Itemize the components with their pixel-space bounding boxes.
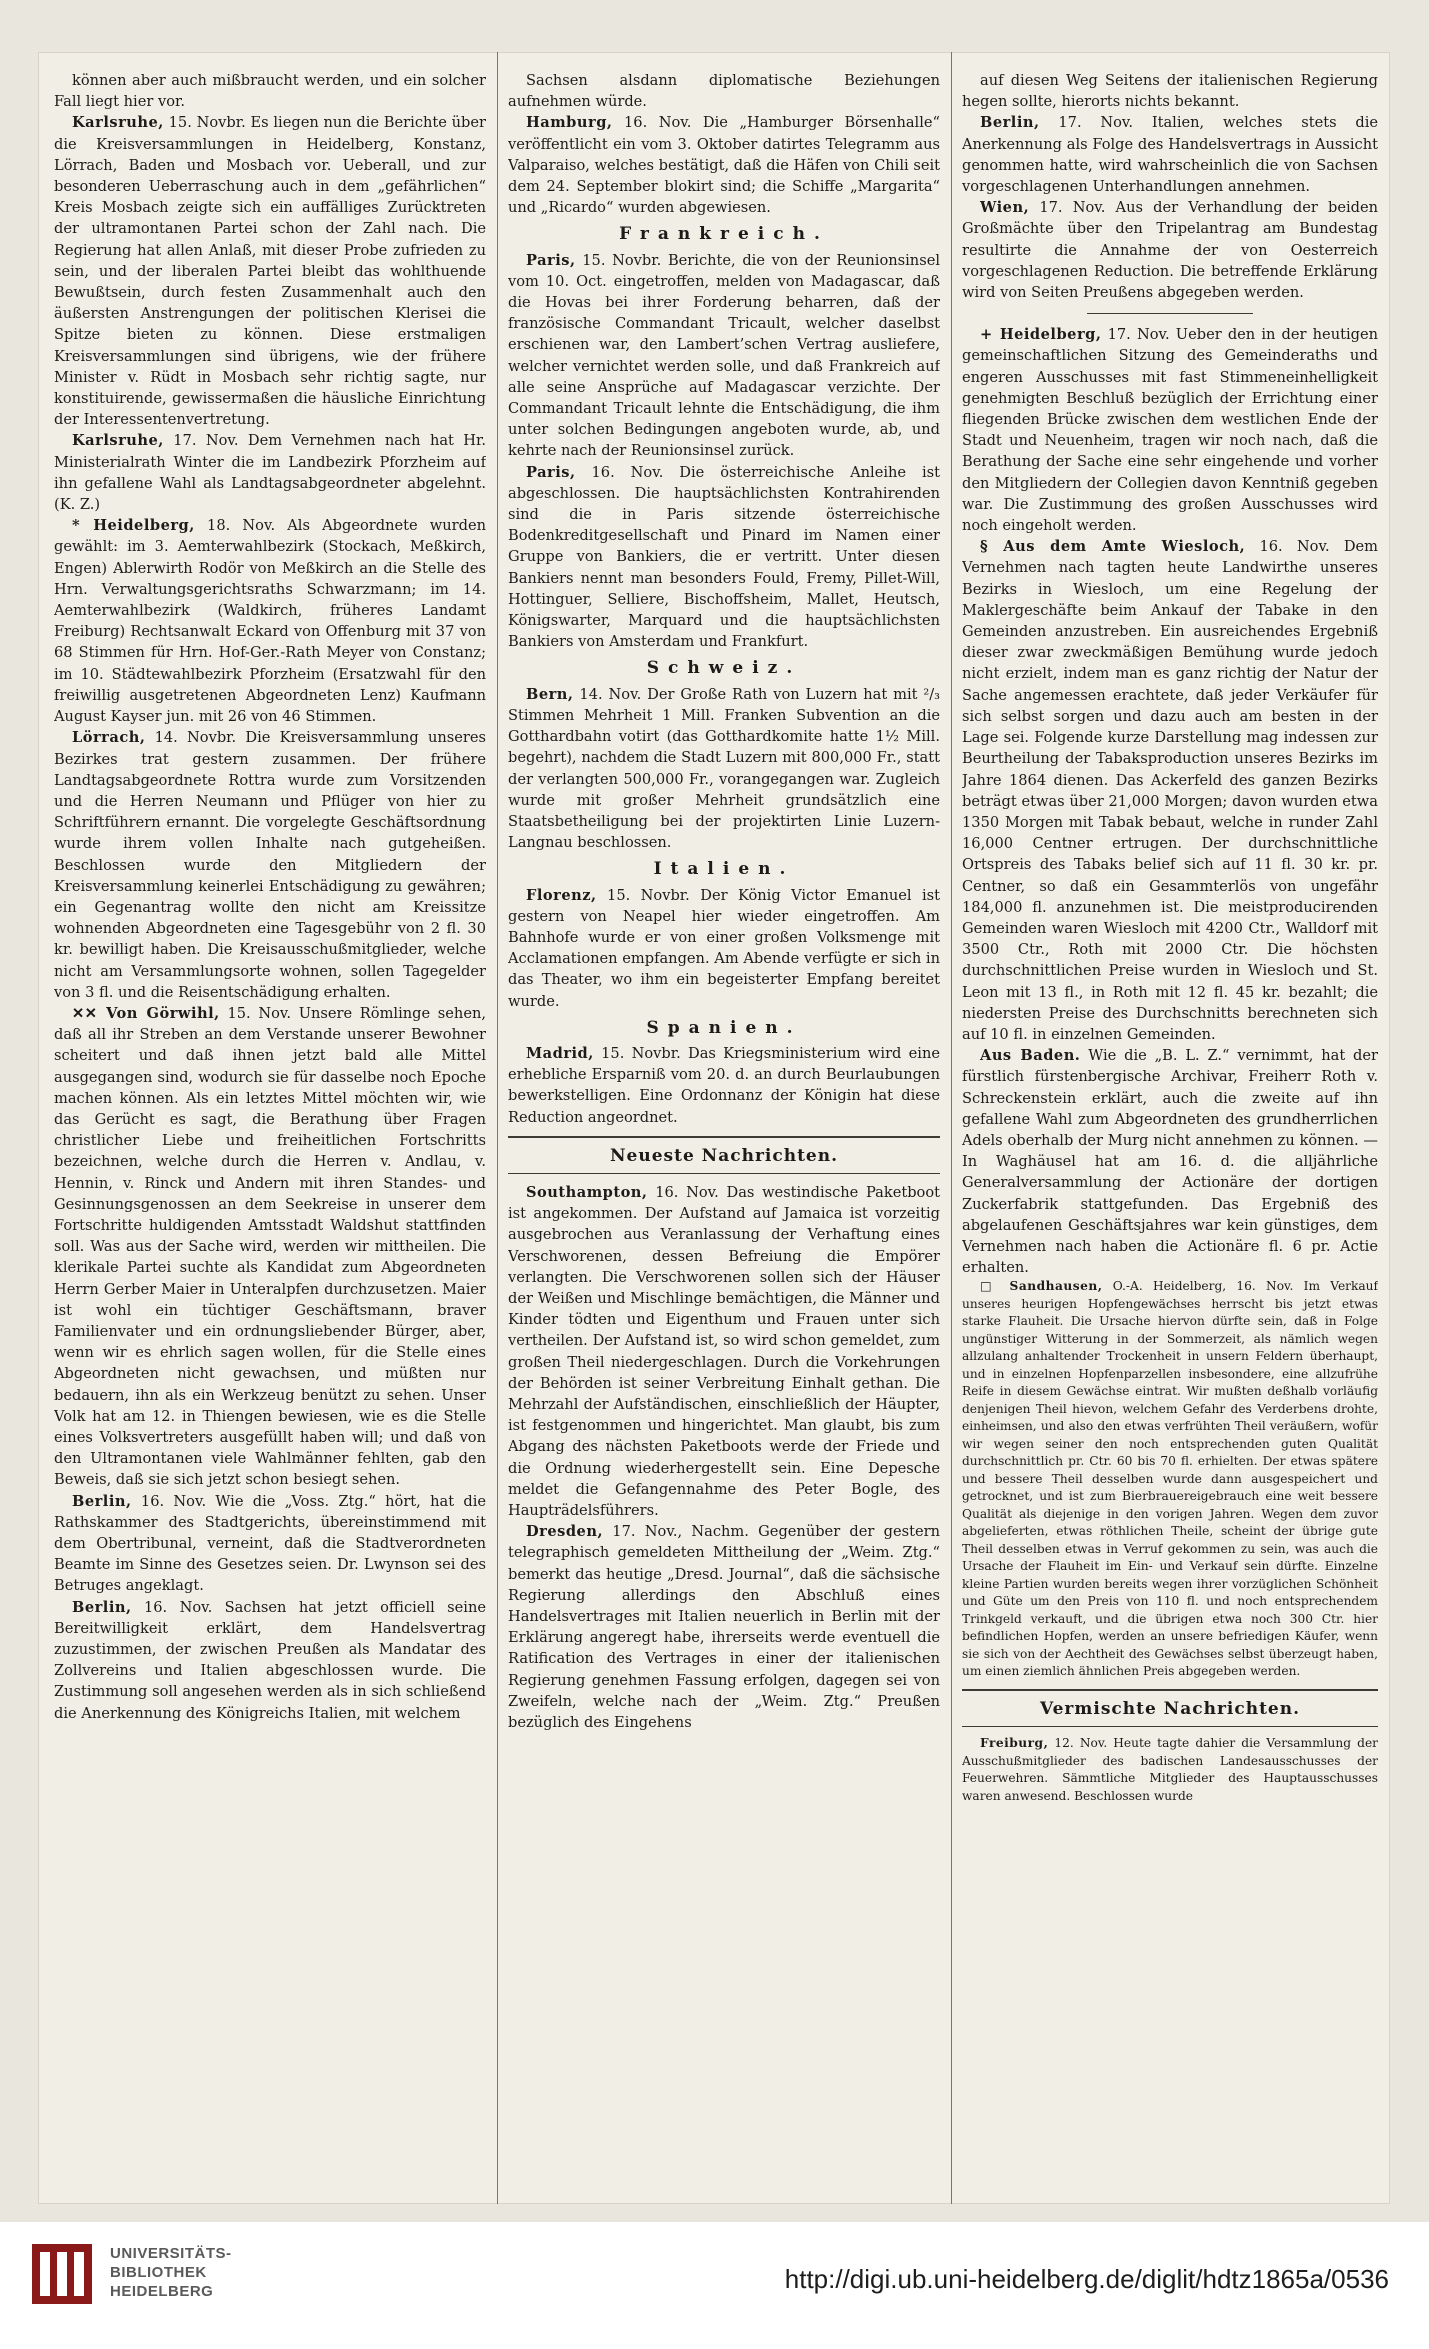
article-text: 17. Nov., Nachm. Gegenüber der gestern telegraphisch gemeldeten Mittheilung der „Weim. Ztg.“ bemerkt das heutige „Dresd. Journal“, daß die sächsische Regierung allerdings den Abschluß eines Handelsvertrages mit Italien neuerlich in Berlin mit der Erklärung angeregt habe, ihrerseits werde eventuell die Ratification des Vertrages in einer der italienischen Regierung genehmen Fassung erfolgen, dagegen sei von Zweifeln, welche nach der „Weim. Ztg.“ Preußen bezüglich des Eingehens: [508, 1523, 940, 1732]
logo-line: BIBLIOTHEK: [110, 2264, 207, 2281]
column-3: [962, 70, 1378, 2186]
footer-bar: [0, 2222, 1429, 2349]
article-text: Wie die „B. L. Z.“ vernimmt, hat der fürstlich fürstenbergische Archivar, Freiherr Roth v. Schreckenstein erklärt, auch die zweite auf ihn gefallene Wahl zum Abgeordneten des grundherrlichen Adels oberhalb der Murg nicht annehmen zu können. — In Waghäusel hat am 16. d. die alljährliche Generalversammlung der Actionäre der dortigen Zuckerfabrik stattgefunden. Das Ergebniß des abgelaufenen Geschäftsjahres war kein günstiges, dem Vernehmen nach haben die Actionäre fl. 6 pr. Actie erhalten.: [962, 1047, 1378, 1277]
article-text: auf diesen Weg Seitens der italienischen Regierung hegen sollte, hierorts nichts bekannt.: [962, 72, 1378, 111]
dateline-place: Berlin,: [72, 1492, 132, 1510]
article-paragraph: [54, 430, 486, 515]
dateline-place: Lörrach,: [72, 729, 146, 747]
article-paragraph: [54, 1491, 486, 1597]
article-paragraph: [508, 1521, 940, 1733]
article-paragraph: [508, 684, 940, 854]
article-text: 15. Nov. Unsere Römlinge sehen, daß all ihr Streben an dem Verstande unserer Bewohner scheitert und daß ihnen jetzt bald alle Mittel ausgegangen sind, wodurch sie für dasselbe noch Epoche machen können. Als ein letztes Mittel möchten wir, wie das Gerücht es sagt, die Berathung über Fragen christlicher Liebe und freiheitlichen Fortschritts bezeichnen, welche durch die Herren v. Andlau, v. Hennin, v. Rinck und Andern mit ihren Standes- und Gesinnungsgenossen an dem Seekreise in unserer dem Fortschritte huldigenden Amtsstadt Waldshut stattfinden soll. Was aus der Sache wird, werden wir mittheilen. Die klerikale Partei suchte als Kandidat zum Abgeordneten Herrn Gerber Maier in Unteralpfen durchzusetzen. Maier ist wohl ein tüchtiger Geschäftsmann, braver Familienvater und ein ordnungsliebender Bürger, aber, wenn wir es ehrlich sagen wollen, für die Stelle eines Abgeordneten nicht gewachsen, und müßten nur bedauern, ihn als ein Werkzeug benützt zu sehen. Unser Volk hat am 12. in Thiengen bewiesen, wie es die Stelle eines Volksvertreters ausgefüllt haben will; und daß von den Ultramontanen viele Wahlmänner fehlten, gab den Beweis, daß sie sich jetzt schon besiegt sehen.: [54, 1004, 486, 1489]
logo-line: UNIVERSITÄTS-: [110, 2245, 232, 2262]
dateline-place: Freiburg,: [980, 1736, 1049, 1751]
dateline-place: Karlsruhe,: [72, 114, 164, 132]
boxed-heading: [508, 1136, 940, 1174]
dateline-place: * Heidelberg,: [72, 517, 195, 535]
article-paragraph: [54, 515, 486, 727]
article-text: 16. Nov. Wie die „Voss. Ztg.“ hört, hat die Rathskammer des Stadtgerichts, übereinstimmend mit dem Obertribunal, verneint, daß die Stadtverordneten Beamte im Sinne des Gesetzes seien. Dr. Lwynson sei des Betruges angeklagt.: [54, 1492, 486, 1595]
dateline-place: Aus Baden.: [980, 1047, 1081, 1065]
article-paragraph: [54, 1597, 486, 1724]
dateline-place: Wien,: [980, 199, 1030, 217]
article-paragraph: [54, 727, 486, 1003]
dateline-place: Dresden,: [526, 1523, 604, 1541]
section-heading: Italien.: [653, 859, 795, 880]
article-paragraph: [54, 70, 486, 112]
column-rule: [951, 52, 952, 2204]
article-text: 15. Novbr. Berichte, die von der Reunionsinsel vom 10. Oct. eingetroffen, melden von Madagascar, daß die Hovas bei ihrer Forderung beharren, daß der französische Commandant Tricault, welcher daselbst erschienen war, den Lambert’schen Vertrag ausliefere, welcher vernichtet werden solle, und daß Frankreich auf alle seine Ansprüche auf Madagascar verzichte. Der Commandant Tricault lehnte die Entschädigung, die ihm unter solchen Bedingungen angeboten wurde, ab, und kehrte nach der Reunionsinsel zurück.: [508, 251, 940, 460]
library-name: [110, 2244, 232, 2301]
article-text: 15. Novbr. Es liegen nun die Berichte über die Kreisversammlungen in Heidelberg, Konstanz, Lörrach, Baden und Mosbach vor. Ueberall, und zur besonderen Ueberraschung auch in dem „gefährlichen“ Kreis Mosbach zeigte sich ein auffälliges Zurücktreten der ultramontanen Partei schon der Zahl nach. Die Regierung hat allen Anlaß, mit dieser Probe zufrieden zu sein, und der liberalen Partei bleibt das wohlthuende Bewußtsein, durch festen Zusammenhalt auch den äußersten Anstrengungen der politischen Klerisei die Spitze bieten zu können. Diese erstmaligen Kreisversammlungen sind übrigens, wie der frühere Minister v. Rüdt in Mosbach sehr richtig sagte, nur konstituirende, gewissermaßen die häusliche Einrichtung der Interessentenvertretung.: [54, 114, 486, 429]
article-text: 17. Nov. Aus der Verhandlung der beiden Großmächte über den Tripelantrag am Bundestag resultirte die Annahme der von Oesterreich vorgeschlagenen Reduction. Die betreffende Erklärung wird von Seiten Preußens abgegeben werden.: [962, 199, 1378, 302]
article-paragraph: [962, 536, 1378, 1045]
dateline-place: Madrid,: [526, 1044, 594, 1062]
column-1: [54, 70, 486, 2186]
dateline-place: Florenz,: [526, 886, 597, 904]
article-paragraph: [508, 462, 940, 653]
article-paragraph: [962, 1045, 1378, 1278]
separator-rule: [1087, 313, 1253, 314]
column-2: [508, 70, 940, 2186]
dateline-place: Karlsruhe,: [72, 432, 164, 450]
article-paragraph: [962, 1735, 1378, 1805]
dateline-place: Hamburg,: [526, 114, 613, 132]
article-paragraph: [508, 70, 940, 112]
article-text: 17. Nov. Dem Vernehmen nach hat Hr. Ministerialrath Winter die im Landbezirk Pforzheim auf ihn gefallene Wahl als Landtagsabgeordneter abgelehnt. (K. Z.): [54, 432, 486, 514]
article-paragraph: [962, 324, 1378, 536]
article-paragraph: [54, 112, 486, 430]
article-text: 16. Nov. Sachsen hat jetzt officiell seine Bereitwilligkeit erklärt, dem Handelsvertrag zuzustimmen, der zwischen Preußen als Mandatar des Zollvereins und Italien abgeschlossen wurde. Die Zustimmung soll angesehen werden als in sich schließend die Anerkennung des Königreichs Italien, mit welchem: [54, 1598, 486, 1722]
article-text: 16. Nov. Die „Hamburger Börsenhalle“ veröffentlicht ein vom 3. Oktober datirtes Telegramm aus Valparaiso, welches bestätigt, daß die Häfen von Chili seit dem 24. September blokirt sind; die Schiffe „Margarita“ und „Ricardo“ wurden abgewiesen.: [508, 114, 940, 217]
dateline-place: Paris,: [526, 463, 576, 481]
section-heading: Schweiz.: [646, 658, 802, 679]
article-paragraph: [962, 70, 1378, 112]
dateline-place: Bern,: [526, 685, 574, 703]
dateline-place: Berlin,: [72, 1598, 132, 1616]
permalink-url[interactable]: http://digi.ub.uni-heidelberg.de/diglit/hdtz1865a/0536: [784, 2264, 1389, 2294]
dateline-place: □ Sandhausen,: [980, 1279, 1103, 1294]
article-text: 16. Nov. Das westindische Paketboot ist angekommen. Der Aufstand auf Jamaica ist vorzeitig ausgebrochen aus Veranlassung der Verhaftung eines Verschworenen, dessen Befreiung die Empörer verlangten. Die Verschworenen sollen sich der Häuser der Weißen und Mischlinge bemächtigen, die Männer und Kinder tödten und Eigenthum und Frauen unter sich vertheilen. Der Aufstand ist, so wird schon gemeldet, zum großen Theil niedergeschlagen. Durch die Vorkehrungen der Behörden ist seiner Verbreitung Einhalt gethan. Die Mehrzahl der Aufständischen, einschließlich der Häupter, ist festgenommen und hingerichtet. Man glaubt, bis zum Abgang des nächsten Paketboots werde der Friede und die Ordnung wiederhergestellt sein. Eine Depesche meldet die Gefangennahme des Peter Bogle, des Haupträdelsführers.: [508, 1183, 940, 1519]
article-text: 12. Nov. Heute tagte dahier die Versammlung der Ausschußmitglieder des badischen Landesausschusses der Feuerwehren. Sämmtliche Mitglieder des Hauptausschusses waren anwesend. Beschlossen wurde: [962, 1736, 1378, 1803]
dateline-place: + Heidelberg,: [980, 326, 1102, 344]
section-heading: Spanien.: [646, 1017, 802, 1038]
article-paragraph: [508, 1043, 940, 1128]
article-text: können aber auch mißbraucht werden, und ein solcher Fall liegt hier vor.: [54, 72, 486, 111]
dateline-place: Paris,: [526, 251, 576, 269]
article-paragraph: [962, 112, 1378, 197]
column-rule: [497, 52, 498, 2204]
logo-line: HEIDELBERG: [110, 2283, 214, 2300]
dateline-place: ✕✕ Von Görwihl,: [72, 1004, 220, 1022]
article-text: O.-A. Heidelberg, 16. Nov. Im Verkauf unseres heurigen Hopfengewächses herrscht bis jetzt etwas starke Flauheit. Die Ursache hiervon dürfte sein, daß in Folge ungünstiger Witterung in der Sommerzeit, als nämlich wegen allzulang anhaltender Trockenheit in unsern Feldern überhaupt, und in einzelnen Hopfenparzellen insbesondere, eine allzufrühe Reife in diesem Gewächse eintrat. Wir mußten deßhalb vorläufig denjenigen Theil hievon, welchem Gefahr des Verderbens drohte, einheimsen, und also den etwas verfrühten Theil veräußern, wofür wir wegen seiner den noch entsprechenden guten Qualität durchschnittlich pr. Ctr. 60 bis 70 fl. erhielten. Der etwas spätere und bessere Theil desselben wurde dann ausgespeichert und getrocknet, und ist zum Bierbrauereigebrauch eine weit bessere Qualität als diejenige in den vorigen Jahren. Wegen dem zuvor abgelieferten, etwas röthlichen Theile, scheint der übrige gute Theil desselben etwas in Verruf gekommen zu sein, was auch die Ursache der Flauheit im Ein- und Verkauf sein dürfte. Einzelne kleine Partien wurden bereits wegen ihrer vorzüglichen Schönheit und Güte um den Preis von 110 fl. und noch entsprechendem Trinkgeld verkauft, und die übrigen etwa noch 300 Ctr. hier befindlichen Hopfen, werden an unsere befriedigen Käufer, wenn sie sich von der Aechtheit des Gewächses selbst überzeugt haben, um einen ziemlich ähnlichen Preis abgegeben werden.: [962, 1279, 1378, 1679]
article-text: 16. Nov. Die österreichische Anleihe ist abgeschlossen. Die hauptsächlichsten Kontrahirenden sind die in Paris sitzende österreichische Bodenkreditgesellschaft und Pinard im Namen einer Gruppe von Bankiers, die er vertritt. Unter diesen Bankiers nennt man besonders Fould, Fremy, Pillet-Will, Hottinguer, Selliere, Bischoffsheim, Mallet, Heutsch, Königswarter, Marquard und die hauptsächlichsten Bankiers von Amsterdam und Frankfurt.: [508, 463, 940, 651]
article-text: 17. Nov. Italien, welches stets die Anerkennung als Folge des Handelsvertrags in Aussicht genommen hatte, wird wahrscheinlich die von Sachsen vorgeschlagenen Unterhandlungen annehmen.: [962, 114, 1378, 196]
boxed-heading: [962, 1689, 1378, 1727]
article-paragraph: [508, 250, 940, 462]
article-paragraph: [962, 1278, 1378, 1681]
article-text: 15. Novbr. Der König Victor Emanuel ist gestern von Neapel hier wieder eingetroffen. Am Bahnhofe wurde er von einer großen Volksmenge mit Acclamationen empfangen. Am Abende verfügte er sich in das Theater, wo ihm ein begeisterter Empfang bereitet wurde.: [508, 886, 940, 1010]
article-text: 16. Nov. Dem Vernehmen nach tagten heute Landwirthe unseres Bezirks in Wiesloch, um eine Regelung der Maklergeschäfte beim Ankauf der Tabake in den Gemeinden anzustreben. Ein ausreichendes Ergebniß dieser zwar zweckmäßigen Bemühung wurde jedoch nicht erzielt, indem man es ganz richtig der Natur der Sache angemessen erachtete, daß jeder Verkäufer für sich selbst sorgen und dazu auch am besten in der Lage sei. Folgende kurze Darstellung mag indessen zur Beurtheilung der Tabaksproduction unseres Bezirks im Jahre 1864 dienen. Das Ackerfeld des ganzen Bezirks beträgt etwas über 21,000 Morgen; davon wurden etwa 1350 Morgen mit Tabak bebaut, welche in runder Zahl 16,000 Centner ertrugen. Der durchschnittliche Ortspreis des Tabaks belief sich auf 11 fl. 30 kr. pr. Centner, so daß ein Gesammterlös von ungefähr 184,000 fl. anzunehmen ist. Die meistproducirenden Gemeinden waren Wiesloch mit 4200 Ctr., Walldorf mit 3500 Ctr., Roth mit 2000 Ctr. Die höchsten durchschnittlichen Preise wurden in Wiesloch und St. Leon mit 13 fl., in Roth mit 12 fl. 45 kr. bezahlt; die niedersten Preise des Durchschnitts berechneten sich auf 10 fl. in einzelnen Gemeinden.: [962, 538, 1378, 1043]
section-heading: Vermischte Nachrichten.: [1039, 1698, 1301, 1719]
article-paragraph: [508, 112, 940, 218]
article-text: 14. Novbr. Die Kreisversammlung unseres Bezirkes trat gestern zusammen. Der frühere Landtagsabgeordnete Rottra wurde zum Vorsitzenden und die Herren Neumann und Pflüger von hier zu Schriftführern ernannt. Die vorgelegte Geschäftsordnung wurde ihrem vollen Inhalte nach gutgeheißen. Beschlossen wurde den Mitgliedern der Kreisversammlung keinerlei Entschädigung zu gewähren; ein Gegenantrag wollte den nicht am Kreissitze wohnenden Abgeordneten eine Tagesgebühr von 2 fl. 30 kr. bewilligt haben. Die Kreisausschußmitglieder, welche nicht am Versammlungsorte wohnen, sollen Tagegelder von 3 fl. und die Reisentschädigung erhalten.: [54, 729, 486, 1001]
article-paragraph: [54, 1003, 486, 1491]
article-text: 14. Nov. Der Große Rath von Luzern hat mit ²/₃ Stimmen Mehrheit 1 Mill. Franken Subvention an die Gotthardbahn votirt (das Gotthardkomite hatte 1½ Mill. begehrt), nachdem die Stadt Luzern mit 800,000 Fr., statt der verlangten 500,000 Fr., vorangegangen war. Zugleich wurde mit großer Mehrheit grundsätzlich eine Staatsbetheiligung bei der projektirten Linie Luzern-Langnau beschlossen.: [508, 685, 940, 852]
article-paragraph: [508, 1182, 940, 1521]
article-paragraph: [508, 885, 940, 1012]
article-text: 15. Novbr. Das Kriegsministerium wird eine erhebliche Ersparniß vom 20. d. an durch Beurlaubungen bewerkstelligen. Eine Ordonnanz der Königin hat diese Reduction angeordnet.: [508, 1044, 940, 1126]
university-library-logo-icon: [30, 2242, 94, 2306]
article-text: 18. Nov. Als Abgeordnete wurden gewählt: im 3. Aemterwahlbezirk (Stockach, Meßkirch, Engen) Ablerwirth Rodör von Meßkirch an die Stelle des Hrn. Verwaltungsgerichtsraths Schwarzmann; im 14. Aemterwahlbezirk (Waldkirch, früheres Landamt Freiburg) Rechtsanwalt Eckard von Offenburg mit 37 von 68 Stimmen für Hrn. Hof-Ger.-Rath Meyer von Constanz; im 10. Städtewahlbezirk Pforzheim (Ersatzwahl für den freiwillig ausgetretenen Abgeordneten Lenz) Kaufmann August Kayser jun. mit 26 von 46 Stimmen.: [54, 517, 486, 726]
article-text: Sachsen alsdann diplomatische Beziehungen aufnehmen würde.: [508, 72, 940, 111]
dateline-place: § Aus dem Amte Wiesloch,: [980, 538, 1246, 556]
section-heading: Frankreich.: [619, 224, 829, 245]
article-text: 17. Nov. Ueber den in der heutigen gemeinschaftlichen Sitzung des Gemeinderaths und engeren Ausschusses mit fast Stimmeneinhelligkeit genehmigten Beschluß bezüglich der Errichtung einer fliegenden Brücke zwischen dem westlichen Ende der Stadt und Neuenheim, tragen wir noch nach, daß die Berathung der Sache eine sehr eingehende und vorher den Mitgliedern der Collegien davon Kenntniß gegeben war. Die Zustimmung des großen Ausschusses wird noch eingeholt werden.: [962, 326, 1378, 535]
dateline-place: Southampton,: [526, 1183, 648, 1201]
newspaper-page: [38, 52, 1390, 2204]
dateline-place: Berlin,: [980, 114, 1040, 132]
section-heading: Neueste Nachrichten.: [609, 1145, 839, 1166]
article-paragraph: [962, 197, 1378, 303]
